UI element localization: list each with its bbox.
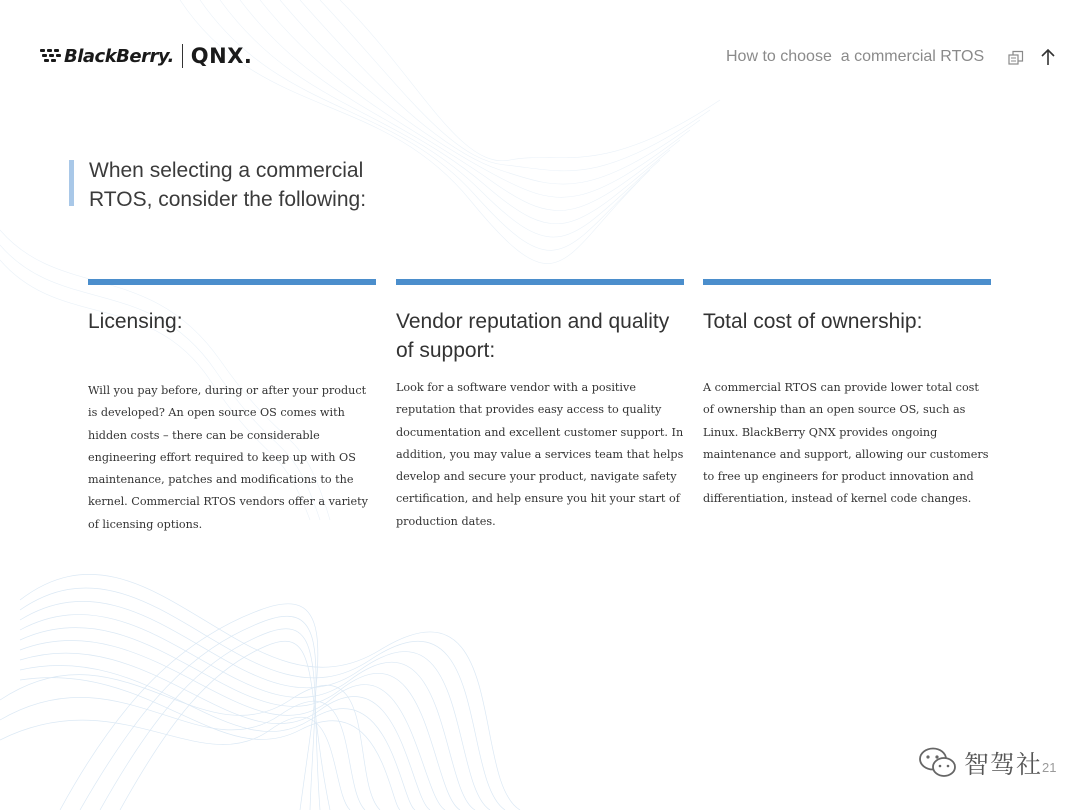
wechat-icon (918, 746, 958, 780)
logo-brand-text: BlackBerry. (64, 45, 174, 67)
document-title: How to choose a commercial RTOS (726, 48, 985, 65)
page-heading: When selecting a commercial RTOS, consider the following: (89, 159, 367, 211)
column-accent-bar (88, 279, 376, 285)
copy-icon[interactable] (1008, 50, 1024, 66)
column-body: Will you pay before, during or after your product is developed? An open source OS comes with hidden costs – there can be considerable engineering effort required to keep up with OS maintenance, patches and modifications to the kernel. Commercial RTOS vendors offer a variety of licensing options. (88, 384, 368, 531)
column-body: A commercial RTOS can provide lower total cost of ownership than an open source OS, such as Linux. BlackBerry QNX provides ongoing maintenance and support, allowing our customers to free up engineers for product innovation and differentiation, instead of kernel code changes. (703, 381, 989, 506)
column-accent-bar (703, 279, 991, 285)
blackberry-qnx-logo (40, 42, 252, 70)
column-total-cost (703, 279, 991, 511)
page-number: 21 (1042, 760, 1057, 775)
watermark-text: 智驾社 (964, 750, 1043, 779)
column-title: Total cost of ownership: (703, 310, 923, 333)
heading-accent-bar (69, 160, 74, 206)
column-accent-bar (396, 279, 684, 285)
column-title: Licensing: (88, 310, 183, 333)
column-body: Look for a software vendor with a positive reputation that provides easy access to quality documentation and excellent customer support. In addition, you may value a services team that helps develop and secure your product, navigate safety certification, and help ensure you hit your start of production dates. (396, 381, 684, 528)
logo-divider (182, 44, 183, 68)
wechat-watermark (918, 745, 1042, 781)
column-vendor-reputation (396, 279, 684, 533)
blackberry-mark-icon (40, 49, 62, 63)
column-licensing (88, 279, 376, 536)
logo-product-text: QNX. (190, 44, 253, 68)
arrow-up-icon[interactable] (1040, 48, 1056, 66)
column-title: Vendor reputation and quality of support: (396, 310, 670, 362)
